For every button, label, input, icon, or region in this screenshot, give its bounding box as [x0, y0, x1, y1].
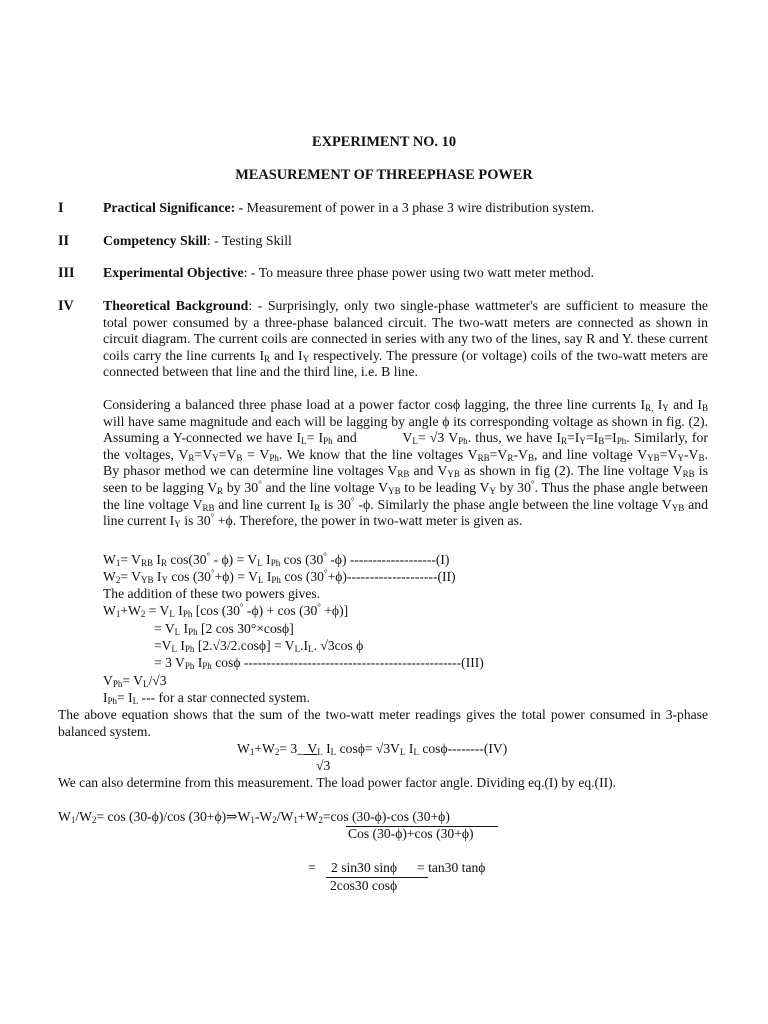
section-numeral-1: I [58, 200, 64, 216]
section-2-text: : - Testing Skill [206, 233, 292, 248]
experiment-title: EXPERIMENT NO. 10 [311, 134, 457, 150]
equation-ratio-denominator: Cos (30-ϕ)+cos (30+ϕ) [348, 826, 474, 841]
section-3-label: Experimental Objective [103, 265, 244, 280]
equation-sum-2: = $V_L$ $I_{Ph}$ [2 cos 30°×cosϕ] [154, 621, 294, 637]
equation-sum-1: $W_1+W_2 = V_L$ $I_{Ph}$ [cos (30° -ϕ) + cos (30° +ϕ)] [103, 602, 349, 619]
section-numeral-4: IV [58, 298, 74, 314]
equation-ratio: $W_1/W_2= \cos (30-\phi)/\cos$ $(30+\phi)\Rightarrow W_1-W_2/W_1+W_2=\cos$ (30-ϕ)-cos (30+ϕ) [58, 809, 450, 825]
document-subtitle: MEASUREMENT OF THREEPHASE POWER [235, 167, 533, 183]
section-4-label: Theoretical Background [103, 298, 249, 313]
background-paragraph-2: Considering a balanced three phase load at a power factor cosϕ lagging, the three line currents $I_{R,}$ $I_Y$ and $I_B$ will have same magnitude and each will be lagging by angle ϕ its corresponding voltage as shown in fig. (2). Assuming a Y-connected we have $I_L= I_{Ph}$ and $V_L= √3$ $V_{Ph}$. thus, we have $I_R=I_Y=I_B=I_{Ph}$. Similarly, for the voltages, $V_R=V_Y=V_B = V_{Ph}$. We know that the line voltages $V_{RB}=V_R-V_B$, and line voltage $V_{YB}=V_Y-V_B$. By phasor method we can determine line voltages $V_{RB}$ and $V_{YB}$ as shown in fig (2). The line voltage $V_{RB}$ is seen to be lagging $V_R$ by 30° and the line voltage $V_{YB}$ to be leading $V_Y$ by 30°. Thus the phase angle between the line voltage $V_{RB}$ and line current $I_R$ is 30° -ϕ. Similarly the phase angle between the line voltage $V_{YB}$ and line current $I_Y$ is 30° +ϕ. Therefore, the power in two-watt meter is given as. [103, 397, 709, 530]
section-2 [103, 233, 708, 250]
section-1-label: Practical Significance: - [103, 200, 244, 215]
section-1 [103, 200, 708, 217]
equation-iv: $W_1+W_2=$ 3_ $V_L$ $I_L$ $\cos\phi= √3V_L$ $I_L$ cosϕ--------(IV) [237, 741, 508, 757]
section-numeral-2: II [58, 233, 70, 249]
section-3 [103, 265, 708, 282]
equation-w1: $W_1= V_{RB}$ $I_R$ $\cos(30^\circ - \phi) = V_L$ $I_{Ph}$ cos (30° -ϕ) -------------------(I) [103, 551, 450, 568]
final-numerator: 2 sin30 sinϕ [331, 860, 398, 875]
section-2-label: Competency Skill [103, 233, 207, 248]
equation-w2: $W_2= V_{YB}$ $I_Y$ $\cos (30^\circ+\phi) = V_L$ $I_{Ph}$ cos (30°+ϕ)--------------------(II) [103, 568, 456, 585]
equation-sum-3: $=V_L$ $I_{Ph}$ $[2.√3/2.\cos\phi] = V_L.I_L$. √3cos ϕ [154, 638, 364, 654]
section-4-paragraph: Theoretical Background: - Surprisingly, only two single-phase wattmeter's are sufficient to measure the total power consumed by a three-phase balanced circuit. The two-watt meters are connected as shown in circuit diagram. The current coils are connected in series with any two of the lines, say R and Y. these current coils carry the line currents $I_R$ and $I_Y$ respectively. The pressure (or voltage) coils of the two-watt meters are connected between that line and the third line, i.e. B line. [103, 298, 708, 380]
section-numeral-3: III [58, 265, 75, 281]
final-result: = tan30 tanϕ [417, 860, 486, 875]
final-equals: = [308, 860, 316, 875]
equation-iv-denominator: √3 [316, 758, 331, 773]
above-equation-paragraph: The above equation shows that the sum of the two-watt meter readings gives the total power consumed in 3-phase balanced system. [58, 707, 708, 739]
equation-vph: $V_{Ph}= V_L/√3$ [103, 673, 167, 689]
addition-text: The addition of these two powers gives. [103, 586, 321, 601]
equation-sum-4: = 3 $V_{Ph}$ $I_{Ph}$ cosϕ ------------------------------------------------(III) [154, 655, 484, 671]
section-3-text: : - To measure three phase power using two watt meter method. [243, 265, 595, 280]
final-denominator: 2cos30 cosϕ [330, 878, 398, 893]
dividing-text: We can also determine from this measurement. The load power factor angle. Dividing eq.(I) by eq.(II). [58, 775, 617, 790]
section-1-text: Measurement of power in a 3 phase 3 wire distribution system. [243, 200, 595, 215]
equation-iph: $I_{Ph}= I_L$ --- for a star connected system. [103, 690, 310, 706]
